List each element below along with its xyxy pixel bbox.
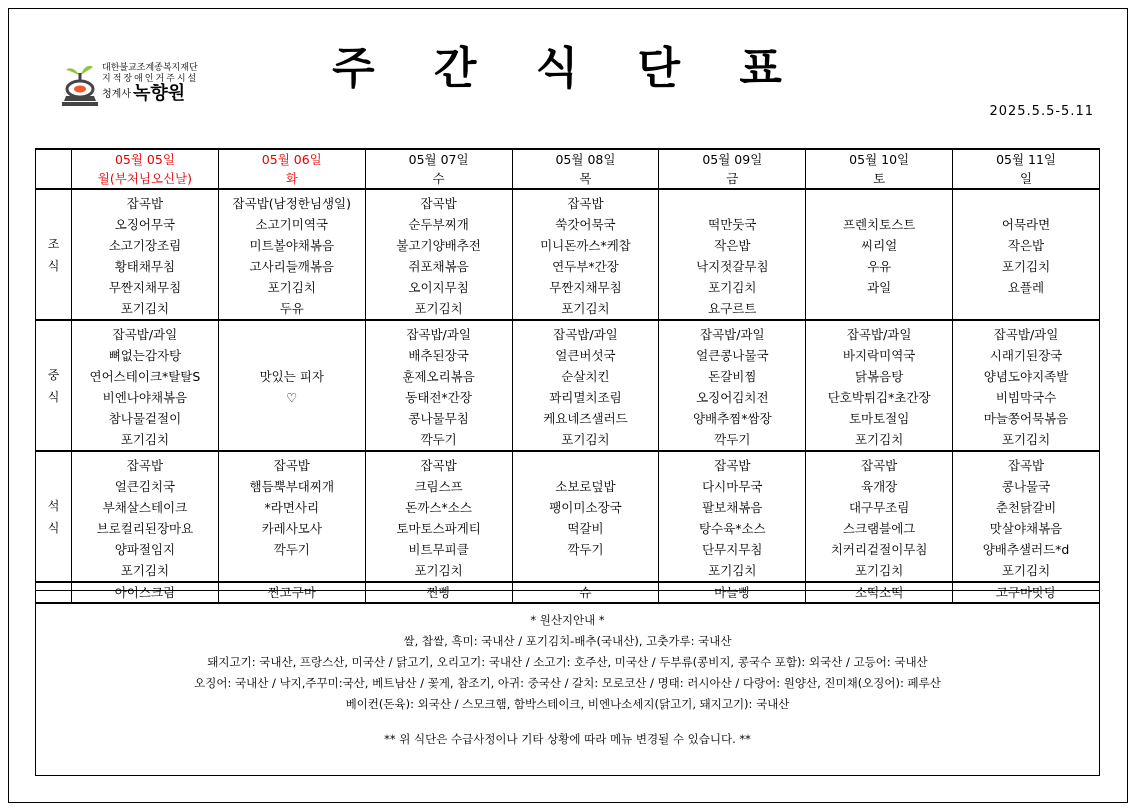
day-weekday: 금 [726,171,739,186]
date-range: 2025.5.5-5.11 [989,104,1094,119]
menu-item: 포기김치 [1001,563,1051,578]
menu-item: 돈까스*소스 [405,500,472,515]
menu-item [513,455,659,476]
menu-item: 탕수육*소스 [698,521,766,536]
menu-item [219,345,365,366]
menu-item: 깍두기 [420,432,457,447]
menu-item: 포기김치 [708,563,757,578]
menu-item: 잡곡밥 [420,458,457,473]
menu-item [953,298,1099,319]
menu-item: 양배추찜*쌈장 [692,411,772,426]
menu-item: 얼큰콩나물국 [696,348,769,363]
lunch-day-cell [72,320,219,451]
breakfast-day-cell [365,189,512,320]
menu-item: 황태채무침 [114,259,176,274]
menu-item: 얼큰버섯국 [555,348,616,363]
menu-item: 육개장 [861,479,898,494]
menu-item: 고사리들깨볶음 [249,259,335,274]
menu-item [219,324,365,345]
menu-item: 브로컬리된장마요 [96,521,194,536]
dinner-day-cell [953,451,1100,582]
menu-item: 치커리겉절이무침 [830,542,928,557]
menu-item: 시래기된장국 [989,348,1063,363]
menu-item: 맛살야채볶음 [989,521,1063,536]
menu-item: 포기김치 [561,432,610,447]
lunch-label: 중 식 [36,320,72,451]
menu-item: 소고기미역국 [255,217,328,232]
day-weekday: 수 [432,171,445,186]
menu-item [219,408,365,429]
menu-item [219,429,365,450]
menu-item: 떡만둣국 [708,217,757,232]
menu-item: 미니돈까스*케찹 [540,238,631,253]
menu-item: 토마토절임 [848,411,910,426]
menu-item: 포기김치 [120,301,170,316]
menu-item: 콩나물국 [1001,479,1051,494]
menu-item: 콩나물무침 [408,411,469,426]
day-header [365,149,512,189]
day-weekday: 일 [1019,171,1033,186]
day-header [72,149,219,189]
dinner-day-cell [218,451,365,582]
menu-item: 잡곡밥/과일 [846,327,912,342]
menu-item: 잡곡밥 [126,196,164,211]
notice-line: 쌀, 찹쌀, 흑미: 국내산 / 포기김치-배추(국내산), 고춧가루: 국내산 [403,634,732,648]
dessert-item: 찐고구마 [218,582,365,603]
day-weekday: 화 [285,171,298,186]
menu-item: 깍두기 [273,542,310,557]
breakfast-day-cell [659,189,806,320]
day-header [218,149,365,189]
menu-item: 토마토스파게티 [396,521,481,536]
menu-item: 팔보채볶음 [702,500,763,515]
menu-item: 잡곡밥 [126,458,164,473]
menu-item: 소고기장조림 [108,238,182,253]
notice-warning: ** 위 식단은 수급사정이나 기타 상황에 따라 메뉴 변경될 수 있습니다. ** [384,732,751,746]
menu-item: 뼈없는감자탕 [108,348,182,363]
day-header [953,149,1100,189]
menu-item: 포기김치 [708,280,757,295]
menu-item: 닭볶음탕 [854,369,904,384]
menu-item: 두유 [279,301,304,316]
day-weekday: 토 [873,171,886,186]
dinner-day-cell [365,451,512,582]
menu-item: 비엔나야채볶음 [102,390,188,405]
menu-item: 팽이미소장국 [549,500,622,515]
day-date: 05월 10일 [849,152,910,167]
menu-item: 잡곡밥(남정한님생일) [232,196,351,211]
menu-item: ♡ [286,390,298,405]
menu-item [806,298,952,319]
notice-line: 돼지고기: 국내산, 프랑스산, 미국산 / 닭고기, 오리고기: 국내산 / 소고기: 호주산, 미국산 / 두부류(콩비지, 콩국수 포함): 외국산 / 고등어: 국내산 [207,655,928,669]
dessert-item: 소떡소떡 [806,582,953,603]
menu-item: 작은밥 [1007,238,1045,253]
menu-item: 무짠지채무침 [549,280,622,295]
dinner-label: 석 식 [36,451,72,582]
menu-item: 비빔막국수 [995,390,1057,405]
menu-item: 돈갈비찜 [708,369,757,384]
menu-item: 카레사모사 [261,521,322,536]
day-header-row [36,149,1100,189]
day-header [512,149,659,189]
menu-item: 양파절임지 [114,542,176,557]
day-date: 05월 06일 [261,152,322,167]
menu-item: 연어스테이크*탈탈S [89,369,201,384]
day-weekday: 목 [579,171,592,186]
menu-item: 비트무피클 [408,542,469,557]
breakfast-day-cell [806,189,953,320]
menu-item: 어묵라면 [1001,217,1051,232]
dinner-row [36,451,1100,582]
day-header [659,149,806,189]
menu-item: 잡곡밥 [567,196,604,211]
breakfast-day-cell [218,189,365,320]
breakfast-day-cell [72,189,219,320]
day-weekday: 월(부처님오신날) [97,171,193,186]
lunch-day-cell [659,320,806,451]
menu-item [953,193,1099,214]
lunch-day-cell [806,320,953,451]
breakfast-row [36,189,1100,320]
breakfast-day-cell [953,189,1100,320]
dessert-item: 고구마맛탕 [953,582,1100,603]
menu-item: 단호박튀김*초간장 [827,390,931,405]
menu-item: 동태전*간장 [405,390,472,405]
menu-item [659,193,805,214]
menu-item: 잡곡밥 [273,458,310,473]
menu-item: 요구르트 [708,301,757,316]
menu-item: 잡곡밥 [1007,458,1045,473]
menu-item: 포기김치 [854,563,904,578]
menu-item: 순살치킨 [561,369,610,384]
origin-notice [35,590,1100,776]
corner-cell [36,149,72,189]
menu-item: 포기김치 [414,563,463,578]
menu-item [513,560,659,581]
menu-item: 오징어김치전 [696,390,769,405]
org-foundation-name: 대한불교조계종복지재단 [102,63,198,73]
menu-item: 햄듬뿍부대찌개 [249,479,335,494]
menu-item: 잡곡밥 [420,196,457,211]
menu-item: 크림스프 [414,479,463,494]
menu-item [806,193,952,214]
menu-item: 얼큰김치국 [114,479,176,494]
day-header [806,149,953,189]
day-date: 05월 05일 [114,152,175,167]
menu-item: 떡갈비 [567,521,604,536]
dinner-day-cell [659,451,806,582]
menu-item: 작은밥 [714,238,751,253]
menu-item: 포기김치 [561,301,610,316]
menu-item: 잡곡밥 [861,458,898,473]
menu-item: 참나물겉절이 [108,411,182,426]
menu-item: 쥐포채볶음 [408,259,469,274]
menu-item: 양념도야지족발 [983,369,1069,384]
menu-item: 케요네즈샐러드 [543,411,628,426]
lunch-day-cell [365,320,512,451]
menu-item: 맛있는 피자 [259,369,324,384]
menu-item: 잡곡밥/과일 [993,327,1059,342]
menu-item: 씨리얼 [861,238,898,253]
menu-item: 프렌치토스트 [842,217,916,232]
menu-item: 포기김치 [414,301,463,316]
menu-item: 춘천닭갈비 [995,500,1057,515]
breakfast-label: 조 식 [36,189,72,320]
dinner-day-cell [72,451,219,582]
page-title: 주 간 식 단 표 [332,43,804,94]
menu-item: *라면사리 [264,500,320,515]
dinner-day-cell [512,451,659,582]
menu-item: 깍두기 [714,432,751,447]
day-date: 05월 07일 [408,152,469,167]
menu-item: 불고기양배추전 [396,238,481,253]
menu-item: 요플레 [1007,280,1045,295]
dessert-item: 찐빵 [365,582,512,603]
menu-item: 오징어무국 [114,217,176,232]
lunch-day-cell [953,320,1100,451]
menu-item: 다시마무국 [702,479,763,494]
menu-item: 쑥갓어묵국 [555,217,616,232]
menu-item: 포기김치 [120,432,170,447]
menu-item: 훈제오리볶음 [402,369,475,384]
menu-item: 배추된장국 [408,348,469,363]
breakfast-day-cell [512,189,659,320]
menu-item: 과일 [867,280,892,295]
lunch-day-cell [512,320,659,451]
dessert-item: 슈 [512,582,659,603]
menu-item: 포기김치 [267,280,316,295]
menu-item: 잡곡밥/과일 [406,327,471,342]
day-date: 05월 08일 [555,152,616,167]
menu-item: 꽈리멸치조림 [549,390,622,405]
menu-item: 포기김치 [1001,259,1051,274]
menu-item: 미트볼야채볶음 [249,238,335,253]
day-date: 05월 11일 [996,152,1056,167]
dinner-day-cell [806,451,953,582]
day-date: 05월 09일 [702,152,763,167]
menu-item: 대구무조림 [848,500,910,515]
notice-line: 오징어: 국내산 / 낙지,주꾸미:국산, 베트남산 / 꽃게, 참조기, 아귀: 중국산 / 갈치: 모로코산 / 명태: 러시아산 / 다랑어: 원양산, 진미채(오징어): 페루산 [194,676,941,690]
weekly-menu-table [35,148,1100,604]
menu-item: 마늘쫑어묵볶음 [983,411,1069,426]
menu-item: 포기김치 [854,432,904,447]
menu-item: 포기김치 [1001,432,1051,447]
menu-item: 소보로덮밥 [555,479,616,494]
notice-heading: * 원산지안내 * [530,613,605,627]
menu-item: 포기김치 [120,563,170,578]
notice-line: 베이컨(돈육): 외국산 / 스모크햄, 함박스테이크, 비엔나소세지(닭고기, 돼지고기): 국내산 [345,697,790,711]
lunch-day-cell [218,320,365,451]
menu-item: 오이지무침 [408,280,469,295]
menu-item: 스크램블에그 [842,521,916,536]
menu-item: 잡곡밥/과일 [553,327,618,342]
lunch-row [36,320,1100,451]
menu-item: 연두부*간장 [552,259,619,274]
menu-item: 낙지젓갈무침 [696,259,769,274]
menu-item: 우유 [867,259,892,274]
org-facility-name: 청계사 녹향원 [102,83,186,104]
org-facility-type: 지적장애인거주시설 [102,74,199,84]
dessert-item: 마늘빵 [659,582,806,603]
dessert-item: 아이스크림 [72,582,219,603]
menu-item: 잡곡밥/과일 [112,327,178,342]
menu-item: 무짠지채무침 [108,280,182,295]
menu-item: 순두부찌개 [408,217,469,232]
menu-item: 잡곡밥/과일 [700,327,765,342]
menu-item: 단무지무침 [702,542,763,557]
menu-item: 깍두기 [567,542,604,557]
menu-item: 잡곡밥 [714,458,751,473]
menu-item: 바지락미역국 [842,348,916,363]
menu-item: 부채살스테이크 [102,500,188,515]
menu-item [219,560,365,581]
menu-item: 양배추샐러드*d [982,542,1070,557]
